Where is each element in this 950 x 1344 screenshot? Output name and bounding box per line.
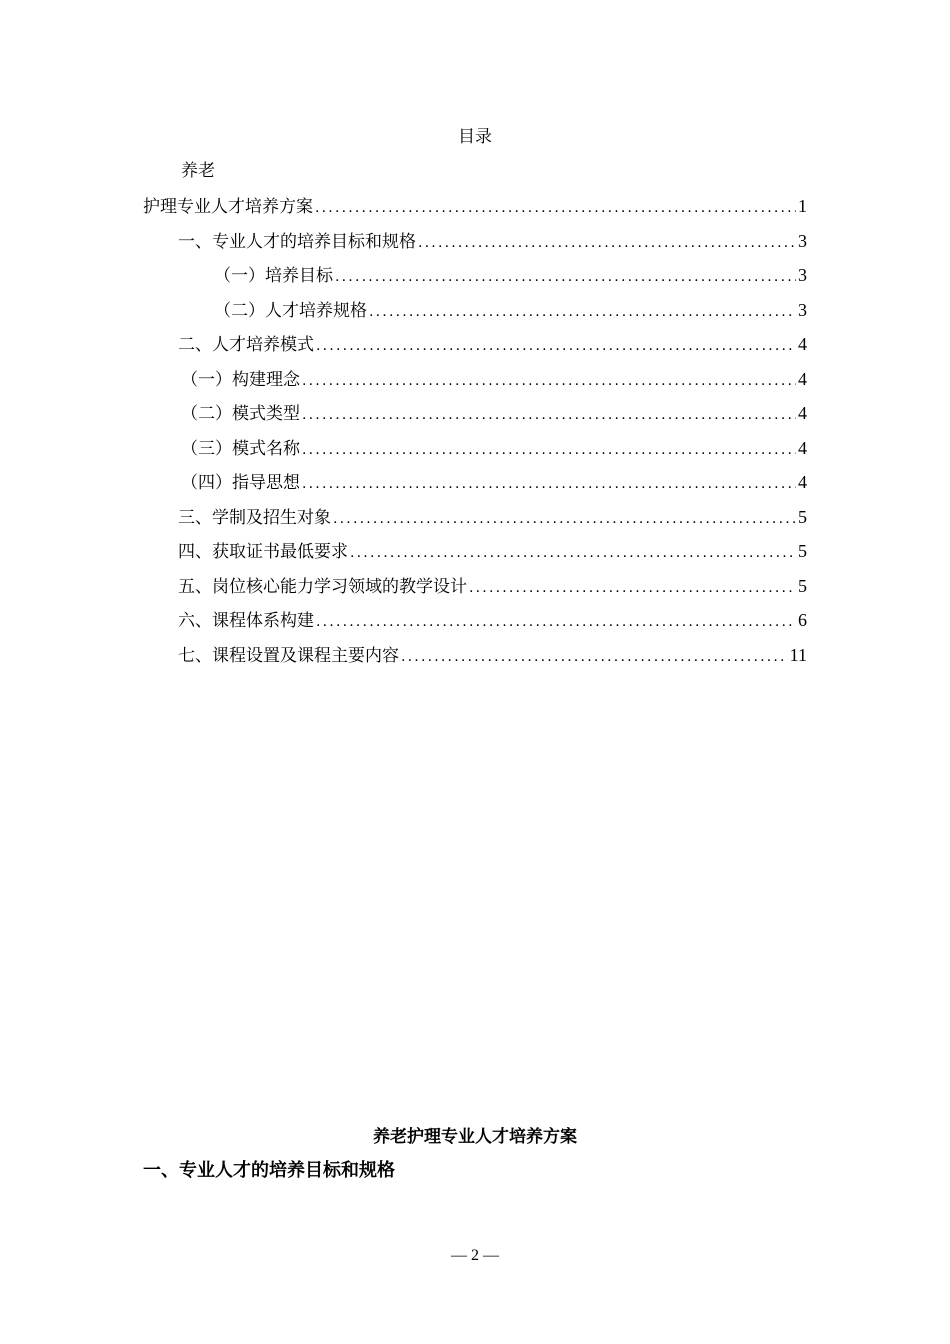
section-heading: 一、专业人才的培养目标和规格 xyxy=(143,1160,395,1181)
toc-entry-label: （一）培养目标 xyxy=(214,266,333,286)
dot-leader xyxy=(333,506,796,532)
toc-entry[interactable] xyxy=(181,400,807,426)
toc-entry-page: 5 xyxy=(798,507,807,527)
dot-leader xyxy=(418,230,796,256)
toc-entry[interactable] xyxy=(178,331,807,357)
toc-entry-page: 4 xyxy=(798,438,807,458)
toc-entry-page: 1 xyxy=(798,196,807,216)
toc-entry[interactable] xyxy=(178,228,807,254)
toc-entry[interactable] xyxy=(181,366,807,392)
toc-entry-page: 5 xyxy=(798,541,807,561)
dot-leader xyxy=(316,333,796,359)
toc-entry-page: 4 xyxy=(798,334,807,354)
toc-entry-label: 五、岗位核心能力学习领域的教学设计 xyxy=(178,577,467,597)
toc-entry[interactable] xyxy=(178,573,807,599)
toc-entry[interactable] xyxy=(181,469,807,495)
toc-entry-page: 3 xyxy=(798,231,807,251)
dot-leader xyxy=(302,368,796,394)
toc-entry[interactable] xyxy=(178,504,807,530)
toc-entry-label: 护理专业人才培养方案 xyxy=(143,197,313,217)
toc-entry-page: 4 xyxy=(798,472,807,492)
toc-entry-page: 4 xyxy=(798,369,807,389)
document-title: 养老护理专业人才培养方案 xyxy=(373,1127,577,1147)
toc-entry-label: 二、人才培养模式 xyxy=(178,335,314,355)
dot-leader xyxy=(316,609,796,635)
dot-leader xyxy=(302,402,796,428)
toc-entry[interactable] xyxy=(214,262,807,288)
toc-entry[interactable] xyxy=(178,642,807,668)
toc-pre-line: 养老 xyxy=(181,161,215,181)
toc-entry-label: （三）模式名称 xyxy=(181,439,300,459)
toc-title: 目录 xyxy=(458,127,492,147)
toc-entry[interactable] xyxy=(214,297,807,323)
dot-leader xyxy=(369,299,796,325)
toc-entry-label: 三、学制及招生对象 xyxy=(178,508,331,528)
page-number: — 2 — xyxy=(451,1247,499,1264)
toc-entry-label: （二）人才培养规格 xyxy=(214,301,367,321)
dot-leader xyxy=(302,471,796,497)
toc-entry-page: 3 xyxy=(798,300,807,320)
toc-entry-page: 11 xyxy=(789,645,807,665)
toc-entry-label: 一、专业人才的培养目标和规格 xyxy=(178,232,416,252)
toc-entry[interactable] xyxy=(181,435,807,461)
toc-entry[interactable] xyxy=(143,193,807,219)
toc-entry-label: （一）构建理念 xyxy=(181,370,300,390)
dot-leader xyxy=(401,644,788,670)
toc-entry-page: 4 xyxy=(798,403,807,423)
toc-entry[interactable] xyxy=(178,538,807,564)
toc-entry-page: 5 xyxy=(798,576,807,596)
toc-entry[interactable] xyxy=(178,607,807,633)
toc-entry-label: 四、获取证书最低要求 xyxy=(178,542,348,562)
toc-entry-page: 3 xyxy=(798,265,807,285)
dot-leader xyxy=(469,575,796,601)
dot-leader xyxy=(302,437,796,463)
dot-leader xyxy=(315,195,796,221)
toc-entry-label: （四）指导思想 xyxy=(181,473,300,493)
toc-entry-label: （二）模式类型 xyxy=(181,404,300,424)
dot-leader xyxy=(335,264,796,290)
toc-entry-label: 七、课程设置及课程主要内容 xyxy=(178,646,399,666)
dot-leader xyxy=(350,540,796,566)
toc-entry-page: 6 xyxy=(798,610,807,630)
toc-entry-label: 六、课程体系构建 xyxy=(178,611,314,631)
